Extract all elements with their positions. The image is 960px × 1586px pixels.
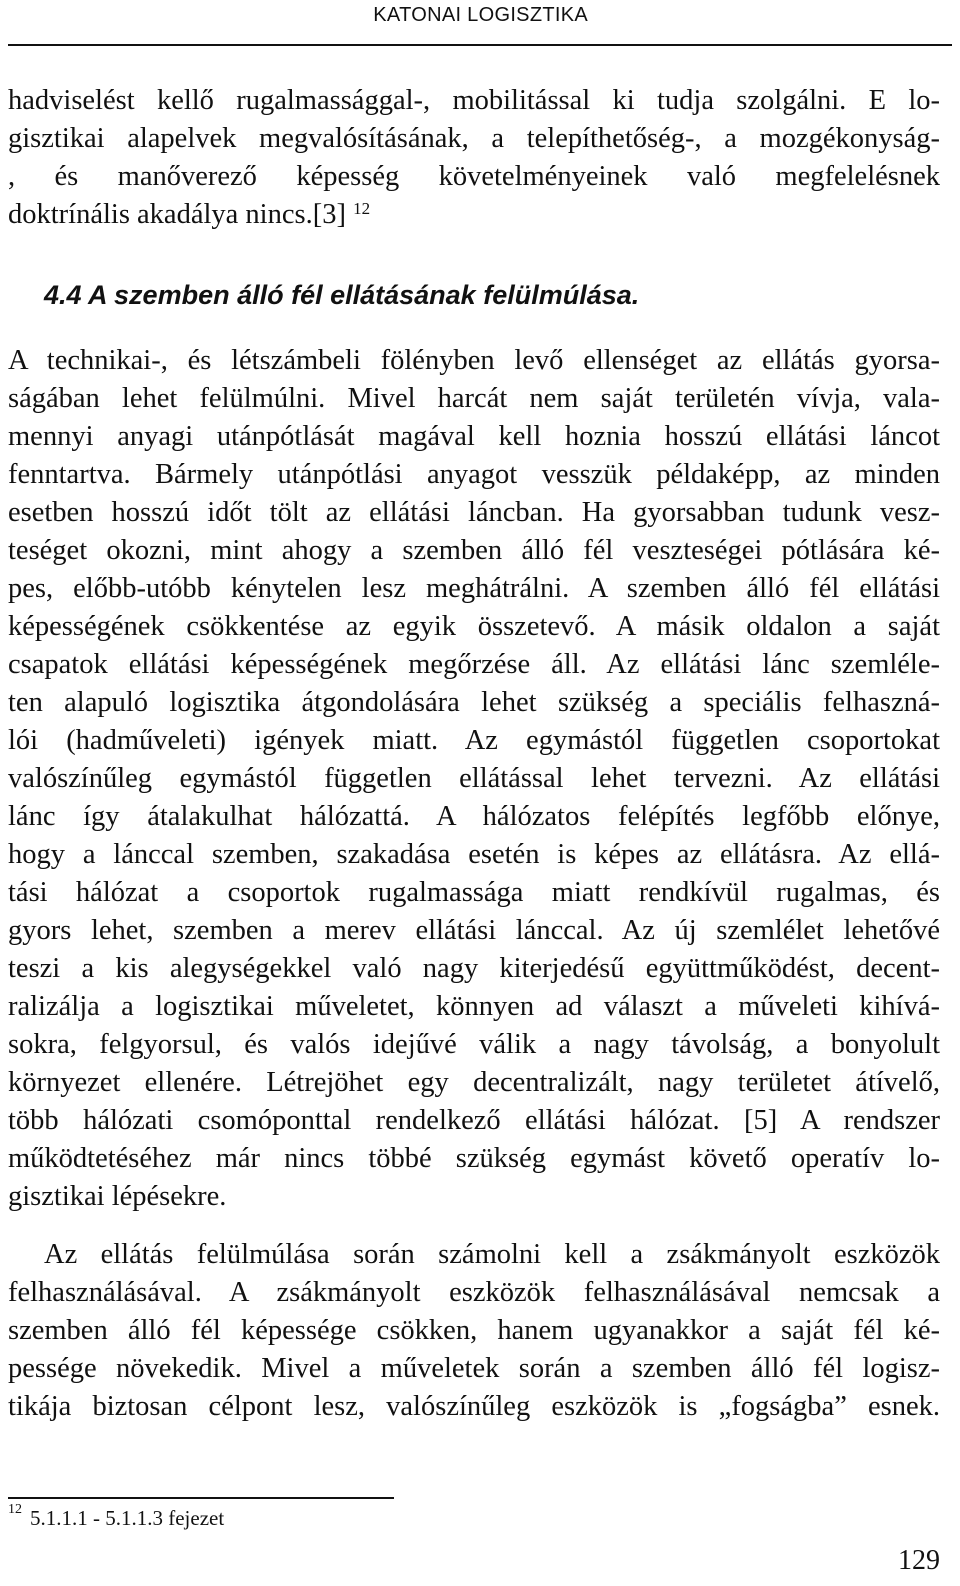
text-line: gyors lehet, szemben a merev ellátási lánccal. Az új szemlélet lehetővé (8, 915, 940, 946)
text-line: hadviselést kellő rugalmassággal-, mobilitással ki tudja szolgálni. E lo- (8, 85, 940, 116)
text-line: ságában lehet felülmúlni. Mivel harcát nem saját területén vívja, vala- (8, 383, 940, 414)
text-line: sokra, felgyorsul, és valós idejűvé válik a nagy távolság, a bonyolult (8, 1029, 940, 1060)
text-line: pessége növekedik. Mivel a műveletek során a szemben álló fél logisz- (8, 1353, 940, 1384)
text-line: teszi a kis alegységekkel való nagy kiterjedésű együttműködést, decent- (8, 953, 940, 984)
text-line: ralizálja a logisztikai műveletet, könnyen ad választ a műveleti kihívá- (8, 991, 940, 1022)
text-line: tikája biztosan célpont lesz, valószínűleg eszközök is „fogságba” esnek. (8, 1391, 940, 1422)
footnote-text: 5.1.1.1 - 5.1.1.3 fejezet (30, 1506, 225, 1530)
section-heading: 4.4 A szemben álló fél ellátásának felülmúlása. (44, 280, 640, 310)
footnote-marker: 12 (8, 1502, 22, 1517)
text-line: Az ellátás felülmúlása során számolni kell a zsákmányolt eszközök (44, 1239, 940, 1270)
text-line: valószínűleg egymástól független ellátással lehet tervezni. Az ellátási (8, 763, 940, 794)
text-line: teséget okozni, mint ahogy a szemben álló fél veszteségei pótlására ké- (8, 535, 940, 566)
text-line: lói (hadműveleti) igények miatt. Az egymástól független csoportokat (8, 725, 940, 756)
text-line: felhasználásával. A zsákmányolt eszközök felhasználásával nemcsak a (8, 1277, 940, 1308)
text-line: képességének csökkentése az egyik összetevő. A másik oldalon a saját (8, 611, 940, 642)
running-header: KATONAI LOGISZTIKA (373, 4, 588, 26)
text-line: szemben álló fél képessége csökken, hanem ugyanakkor a saját fél ké- (8, 1315, 940, 1346)
text-line: működtetéséhez már nincs többé szükség egymást követő operatív lo- (8, 1143, 940, 1174)
paragraph-3 (8, 1236, 940, 1426)
text-line: tási hálózat a csoportok rugalmassága miatt rendkívül rugalmas, és (8, 877, 940, 908)
footnote-rule (8, 1497, 394, 1499)
text-line: , és manőverező képesség követelményeinek való megfelelésnek (8, 161, 940, 192)
text-line: A technikai-, és létszámbeli fölényben levő ellenséget az ellátás gyorsa- (8, 345, 940, 376)
header-rule (8, 44, 952, 46)
text-line: gisztikai lépésekre. (8, 1181, 227, 1212)
text-line: lánc így átalakulhat hálózattá. A hálózatos felépítés legfőbb előnye, (8, 801, 940, 832)
page-number: 129 (898, 1545, 940, 1576)
text-line-last (8, 196, 940, 234)
text-line: gisztikai alapelvek megvalósításának, a telepíthetőség-, a mozgékonyság- (8, 123, 940, 154)
text-line: több hálózati csomóponttal rendelkező ellátási hálózat. [5] A rendszer (8, 1105, 940, 1136)
paragraph-2 (8, 342, 940, 1216)
text-line: csapatok ellátási képességének megőrzése áll. Az ellátási lánc szemléle- (8, 649, 940, 680)
text-line: környezet ellenére. Létrejöhet egy decentralizált, nagy területet átívelő, (8, 1067, 940, 1098)
footnote-reference[interactable]: 12 (353, 199, 371, 218)
text-line: ten alapuló logisztika átgondolására lehet szükség a speciális felhaszná- (8, 687, 940, 718)
text-line: fenntartva. Bármely utánpótlási anyagot vesszük példaképp, az minden (8, 459, 940, 490)
paragraph-1 (8, 82, 940, 234)
text-line: pes, előbb-utóbb kénytelen lesz meghátrálni. A szemben álló fél ellátási (8, 573, 940, 604)
footnote (8, 1502, 225, 1531)
text-line: doktrínális akadálya nincs.[3] (8, 199, 346, 230)
text-line: esetben hosszú időt tölt az ellátási láncban. Ha gyorsabban tudunk vesz- (8, 497, 940, 528)
text-line: hogy a lánccal szemben, szakadása esetén is képes az ellátásra. Az ellá- (8, 839, 940, 870)
text-line: mennyi anyagi utánpótlását magával kell hoznia hosszú ellátási láncot (8, 421, 940, 452)
